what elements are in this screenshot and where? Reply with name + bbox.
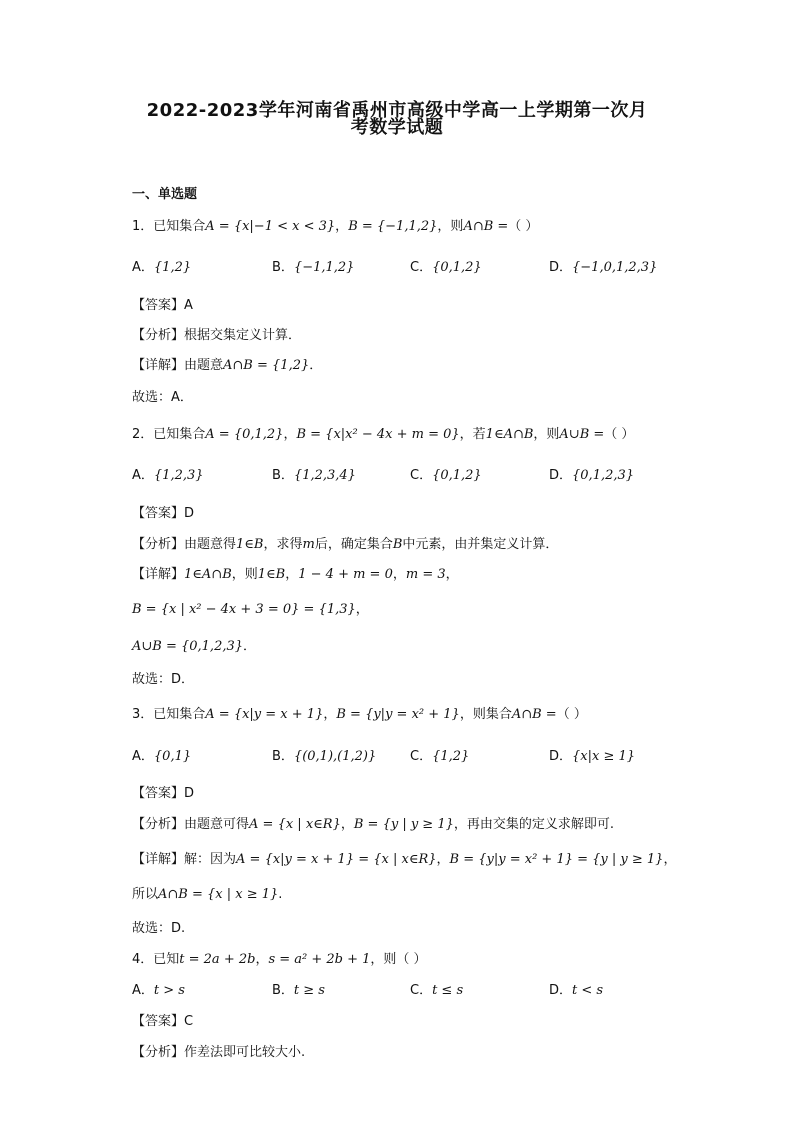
q4-analysis: 【分析】作差法即可比较大小.: [132, 1045, 306, 1060]
q4-option-c: C．t ≤ s: [410, 983, 464, 998]
q3-option-b: B．{(0,1),(1,2)}: [272, 749, 377, 764]
q1-option-c: C．{0,1,2}: [410, 260, 482, 275]
q3-answer: 【答案】D: [132, 786, 195, 801]
q1-analysis: 【分析】根据交集定义计算．: [132, 328, 302, 343]
q3-option-d: D．{x|x ≥ 1}: [549, 749, 636, 764]
q3-detail-line-2: 所以A∩B = {x | x ≥ 1}.: [132, 887, 283, 902]
question-4-stem: 4．已知t = 2a + 2b，s = a² + 2b + 1，则（ ）: [132, 952, 427, 967]
q2-conclusion: 故选：D．: [132, 672, 195, 687]
q4-option-d: D．t < s: [549, 983, 604, 998]
q1-sep: ，: [335, 219, 349, 234]
q2-option-c: C．{0,1,2}: [410, 468, 482, 483]
q1-option-a: A．{1,2}: [132, 260, 192, 275]
q1-option-d: D．{−1,0,1,2,3}: [549, 260, 658, 275]
q4-option-a: A．t > s: [132, 983, 185, 998]
q1-option-b: B．{−1,1,2}: [272, 260, 355, 275]
q3-conclusion: 故选：D.: [132, 921, 186, 936]
q2-option-d: D．{0,1,2,3}: [549, 468, 635, 483]
q2-option-b: B．{1,2,3,4}: [272, 468, 356, 483]
q1-stem-prefix: 1．已知集合: [132, 219, 206, 234]
q1-detail: 【详解】由题意A∩B = {1,2}．: [132, 358, 323, 373]
document-title-line-2: 考数学试题: [350, 117, 444, 138]
question-2-stem: 2．已知集合A = {0,1,2}，B = {x|x² − 4x + m = 0}，若1∈A∩B，则A∪B =（ ）: [132, 427, 635, 442]
q2-analysis: 【分析】由题意得1∈B，求得m后，确定集合B中元素，由并集定义计算．: [132, 537, 559, 552]
q1-set-a: A = {x|−1 < x < 3}: [205, 219, 336, 234]
q3-option-c: C．{1,2}: [410, 749, 470, 764]
q1-intersection: A∩B =: [463, 219, 509, 234]
q3-option-a: A．{0,1}: [132, 749, 192, 764]
q1-mid: ，则: [437, 219, 464, 234]
q4-answer: 【答案】C: [132, 1014, 194, 1029]
q3-analysis: 【分析】由题意可得A = {x | x∈R}，B = {y | y ≥ 1}，再由交集的定义求解即可.: [132, 817, 615, 832]
document-title-line-1: 2022-2023学年河南省禹州市高级中学高一上学期第一次月: [146, 100, 648, 121]
q2-detail: 【详解】1∈A∩B，则1∈B，1 − 4 + m = 0，m = 3，: [132, 567, 459, 582]
q2-detail-line-3: A∪B = {0,1,2,3}．: [132, 639, 257, 654]
question-1-stem: [132, 218, 538, 236]
q1-set-b: B = {−1,1,2}: [348, 219, 438, 234]
question-3-stem: 3．已知集合A = {x|y = x + 1}，B = {y|y = x² + 1}，则集合A∩B =（ ）: [132, 707, 587, 722]
q4-option-b: B．t ≥ s: [272, 983, 325, 998]
q2-answer: 【答案】D: [132, 506, 195, 521]
q2-option-a: A．{1,2,3}: [132, 468, 204, 483]
section-heading: 一、单选题: [132, 187, 198, 202]
q3-detail: 【详解】解：因为A = {x|y = x + 1} = {x | x∈R}，B = {y|y = x² + 1} = {y | y ≥ 1}，: [132, 852, 677, 867]
q1-blank: （ ）: [508, 219, 539, 234]
q1-conclusion: 故选：A．: [132, 390, 193, 405]
q2-detail-line-2: B = {x | x² − 4x + 3 = 0} = {1,3}，: [132, 602, 369, 617]
q1-answer: 【答案】A: [132, 298, 193, 313]
